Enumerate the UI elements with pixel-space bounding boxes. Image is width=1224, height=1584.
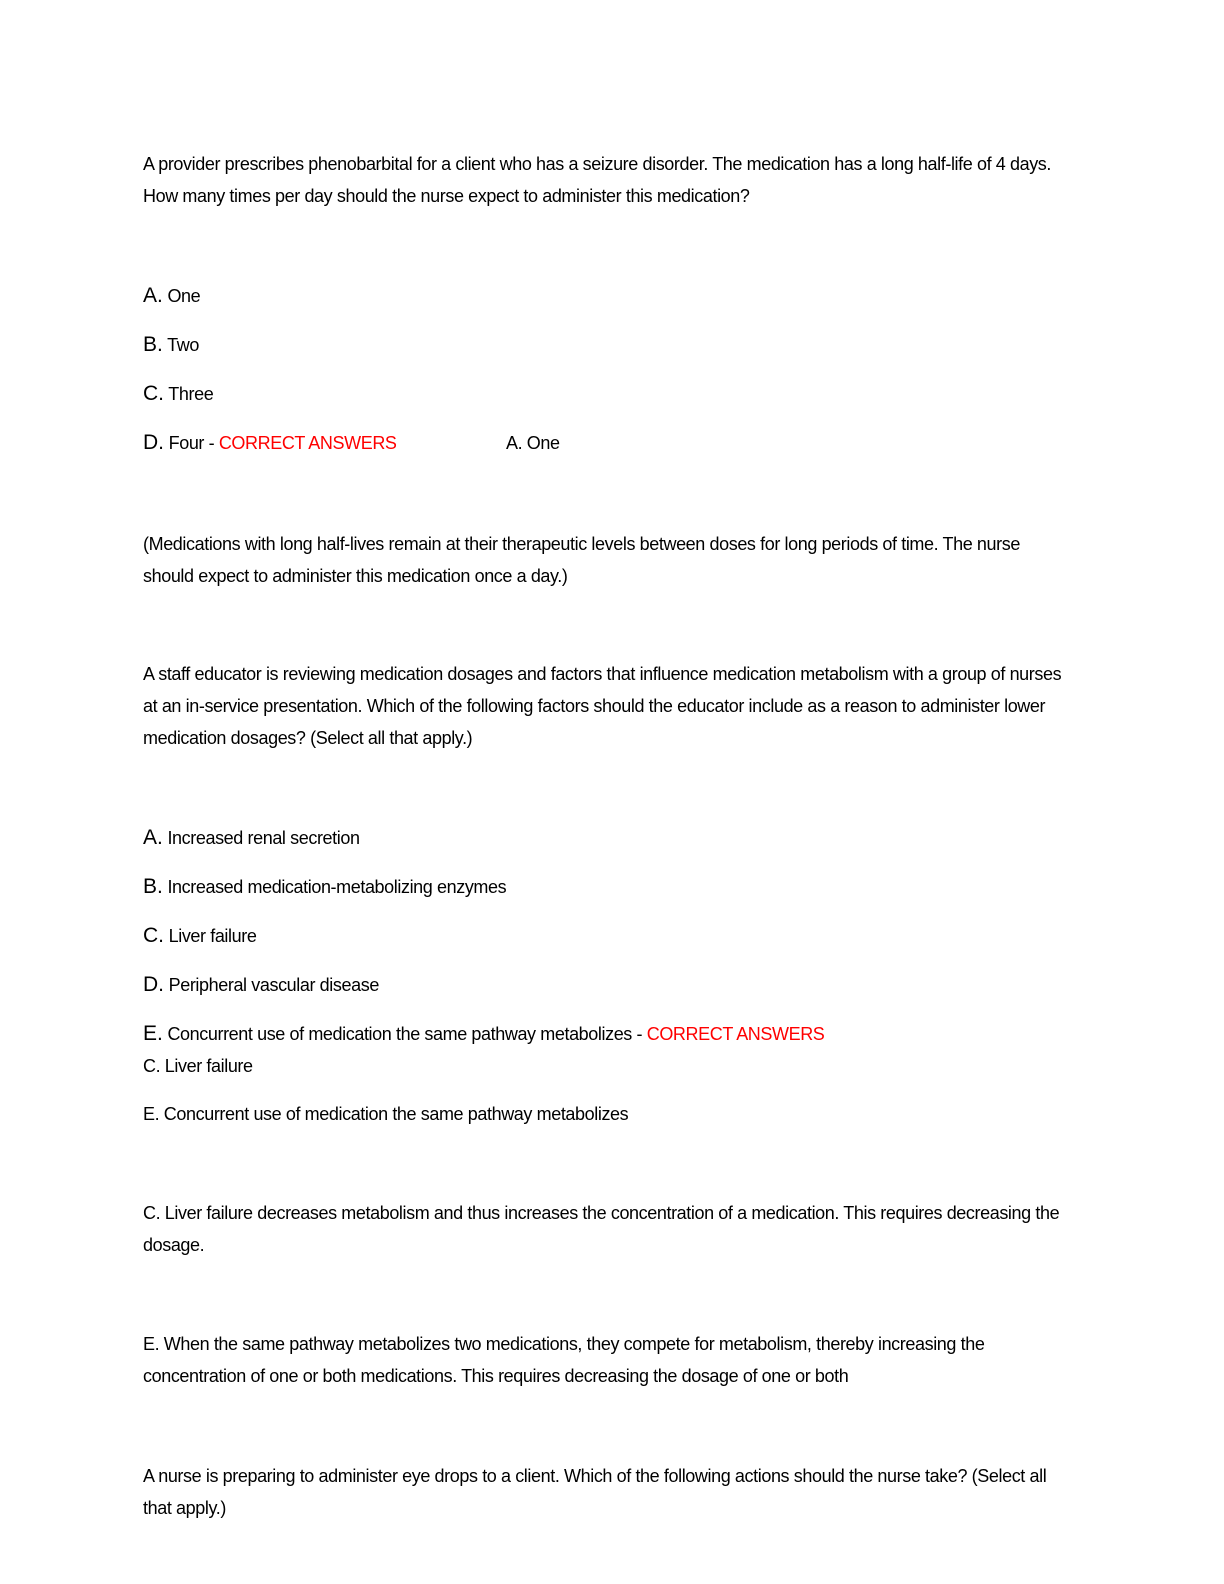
q2-option-e-letter: E. [143, 1022, 163, 1045]
q1-question: A provider prescribes phenobarbital for a client who has a seizure disorder. The medication has a long half-life of 4 days. How many times per day should the nurse expect to administer this medication? [143, 154, 1052, 206]
q2-option-b [143, 875, 506, 899]
q2-option-c [143, 924, 256, 948]
q2-option-a [143, 826, 360, 850]
q1-option-d-text: Four - [168, 433, 219, 453]
q2-option-d-text: Peripheral vascular disease [168, 975, 379, 995]
q1-option-c-text: Three [168, 384, 214, 404]
q2-option-a-letter: A. [143, 826, 163, 849]
q2-option-e-text: Concurrent use of medication the same pathway metabolizes - [167, 1024, 647, 1044]
q2-rationale-c: C. Liver failure decreases metabolism and thus increases the concentration of a medication. This requires decreasing the dosage. [143, 1203, 1060, 1255]
q1-option-c-letter: C. [143, 382, 164, 405]
q1-option-b [143, 333, 199, 357]
q1-correct-label: CORRECT ANSWERS [218, 433, 397, 453]
q1-option-a [143, 284, 200, 308]
q1-option-a-letter: A. [143, 284, 163, 307]
q1-option-d [143, 431, 397, 455]
q2-option-c-letter: C. [143, 924, 164, 947]
q2-option-b-text: Increased medication-metabolizing enzymes [167, 877, 507, 897]
q2-answer-e: E. Concurrent use of medication the same pathway metabolizes [143, 1104, 629, 1124]
q2-option-c-text: Liver failure [168, 926, 257, 946]
q2-answer-c: C. Liver failure [143, 1056, 253, 1076]
q2-option-d [143, 973, 379, 997]
q2-rationale-e: E. When the same pathway metabolizes two medications, they compete for metabolism, thereby increasing the concentration of one or both medications. This requires decreasing the dosage of one or both [143, 1334, 985, 1386]
q1-option-b-text: Two [167, 335, 199, 355]
q1-option-b-letter: B. [143, 333, 163, 356]
q2-question: A staff educator is reviewing medication dosages and factors that influence medication metabolism with a group of nurses at an in-service presentation. Which of the following factors should the educator include as a reason to administer lower medication dosages? (Select all that apply.) [143, 664, 1062, 748]
q1-option-c [143, 382, 213, 406]
q1-rationale: (Medications with long half-lives remain at their therapeutic levels between doses for long periods of time. The nurse should expect to administer this medication once a day.) [143, 534, 1020, 586]
q1-option-d-letter: D. [143, 431, 164, 454]
q2-correct-label: CORRECT ANSWERS [646, 1024, 825, 1044]
q1-option-a-text: One [167, 286, 201, 306]
q2-option-b-letter: B. [143, 875, 163, 898]
q1-answer: A. One [506, 433, 560, 453]
q3-question: A nurse is preparing to administer eye drops to a client. Which of the following actions should the nurse take? (Select all that apply.) [143, 1466, 1047, 1518]
q2-option-a-text: Increased renal secretion [167, 828, 360, 848]
q2-option-e [143, 1022, 824, 1046]
q2-option-d-letter: D. [143, 973, 164, 996]
